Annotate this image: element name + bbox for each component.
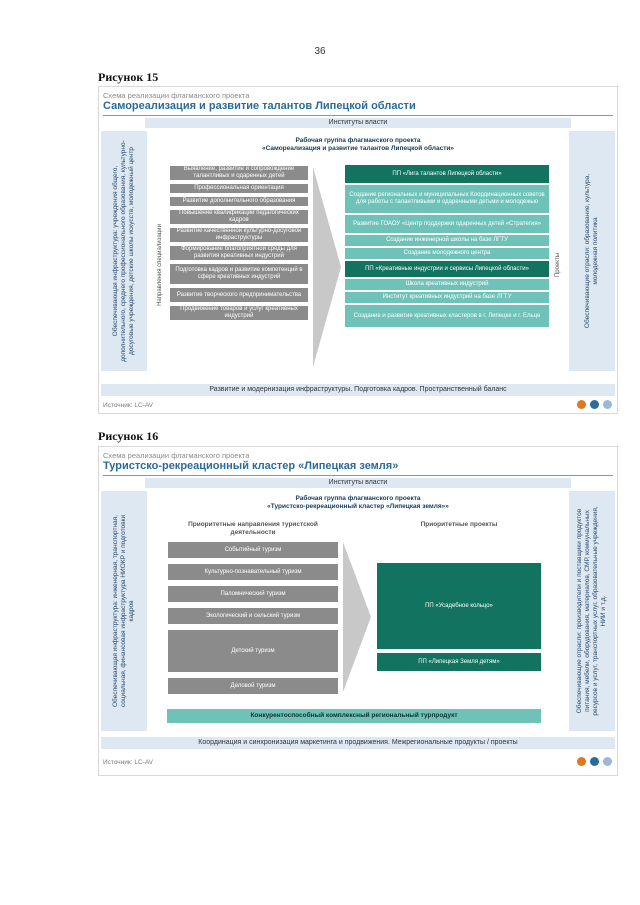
figure-15-left-side [101,131,147,371]
figure-15-direction-7: Подготовка кадров и развитие компетенций в сфере креативных индустрий [169,263,309,285]
figure-16-title: Туристско-рекреационный кластер «Липецкая земля» [103,460,399,472]
lc-logo-icon [603,400,612,409]
figure-16-left-side [101,491,147,731]
figure-15-project-5: Создание молодежного центра [345,248,549,259]
figure-15-source: Источник: LC-AV [103,402,154,409]
figure-15-panel [98,86,618,414]
figure-16-col-left-header: Приоритетные направления туристской деятельности [188,521,318,536]
figure-15-project-1: ПП «Лига талантов Липецкой области» [345,165,549,183]
figure-15-rule [103,115,613,116]
figure-15-right-side [569,131,615,371]
figure-15-project-2: Создание региональных и муниципальных Координационных советов для работы с талантливыми и одаренными детьми и молодежью [345,185,549,213]
figure-15-direction-5: Развитие качественной культурно-досуговой инфраструктуры [169,227,309,243]
figure-15-emblem-icon [590,400,599,409]
figure-15-project-9: Создание и развитие креативных кластеров в г. Липецке и г. Ельце [345,305,549,327]
region-logo-icon [577,400,586,409]
figure-16-right-side [569,491,615,731]
figure-15-left-side-text: Обеспечивающая инфраструктура: учреждения общего, дополнительного, среднего профессионального образования, культурно-досуговые учреждения, детские школы искусств, молодежный центр [112,140,135,362]
figure-15-project-3: Развитие ГОАОУ «Центр поддержки одаренных детей «Стратегия» [345,215,549,233]
figure-15-working-group-1: Рабочая группа флагманского проекта [295,137,421,144]
figure-16-panel [98,446,618,776]
figure-16-arrow [343,542,371,692]
figure-15-direction-2: Профессиональная ориентация [169,183,309,194]
figure-15-arrow [313,167,341,367]
figure-16-top-bar: Институты власти [145,478,571,488]
figure-16-left-side-text: Обеспечивающая инфраструктура: инженерная, транспортная, социальная, финансовая инфраструктура НИОКР и подготовки кадров [112,514,135,708]
figure-16-label: Рисунок 16 [98,429,159,443]
figure-15-directions-label: Направления специализации [157,224,163,306]
figure-15-projects-label: Проекты [555,252,561,278]
figure-15-title: Самореализация и развитие талантов Липецкой области [103,100,416,112]
figure-15-direction-9: Продвижение товаров и услуг креативных индустрий [169,305,309,321]
figure-15-subtitle: Схема реализации флагманского проекта [103,91,250,100]
figure-16-direction-5: Детский туризм [167,629,339,673]
figure-16-direction-1: Событийный туризм [167,541,339,559]
figure-16-direction-3: Паломнический туризм [167,585,339,603]
figure-15-direction-6: Формирование благоприятной среды для развития креативных индустрий [169,245,309,261]
figure-16-project-children: ПП «Липецкая Земля детям» [377,653,541,671]
figure-16-working-group-1: Рабочая группа флагманского проекта [295,495,421,502]
figure-15-working-group-2: «Самореализация и развитие талантов Липецкой области» [261,145,454,152]
figure-16-working-group-2: «Туристско-рекреационный кластер «Липецкая земля»» [267,503,449,510]
figure-15-bottom-bar: Развитие и модернизация инфраструктуры. Подготовка кадров. Пространственный баланс [101,384,615,396]
figure-15-project-7: Школа креативных индустрий [345,279,549,290]
figure-16-source: Источник: LC-AV [103,759,154,766]
figure-15-right-side-text: Обеспечивающие отрасли: образование, культура, молодежная политика [584,173,599,329]
figure-15-project-8: Институт креативных индустрий на базе ЛГТУ [345,292,549,303]
figure-16-direction-6: Деловой туризм [167,677,339,695]
figure-16-right-side-text: Обеспечивающие отрасли: производители и поставщики продуктов питания, мебели, оборудования, материалов, СМР, коммунальных ресурсов и услуг, транспортных услуг, образовательные учреждения, НИИ и т.д. [576,506,607,716]
figure-15-project-4: Создание инженерной школы на базе ЛГТУ [345,235,549,246]
figure-16-result-bar: Конкурентоспособный комплексный региональный турпродукт [167,709,541,723]
figure-15-direction-1: Выявление, развитие и сопровождение талантливых и одаренных детей [169,165,309,181]
region-logo-icon [577,757,586,766]
figure-16-bottom-bar: Координация и синхронизация маркетинга и продвижения. Межрегиональные продукты / проекты [101,737,615,749]
figure-15-direction-3: Развитие дополнительного образования [169,196,309,207]
lc-logo-icon [603,757,612,766]
figure-15-direction-4: Повышение квалификации педагогических кадров [169,209,309,225]
figure-16-rule [103,475,613,476]
figure-15-direction-8: Развитие творческого предпринимательства [169,287,309,303]
figure-16-emblem-icon [590,757,599,766]
figure-15-label: Рисунок 15 [98,70,159,84]
figure-16-direction-2: Культурно-познавательный туризм [167,563,339,581]
page-number: 36 [314,46,326,57]
figure-15-top-bar: Институты власти [145,118,571,128]
figure-16-subtitle: Схема реализации флагманского проекта [103,451,250,460]
figure-16-col-right-header: Приоритетные проекты [420,521,498,528]
figure-16-direction-4: Экологический и сельский туризм [167,607,339,625]
figure-16-project-usadebnoe: ПП «Усадебное кольцо» [377,563,541,649]
figure-15-project-6: ПП «Креативные индустрии и сервисы Липецкой области» [345,261,549,277]
